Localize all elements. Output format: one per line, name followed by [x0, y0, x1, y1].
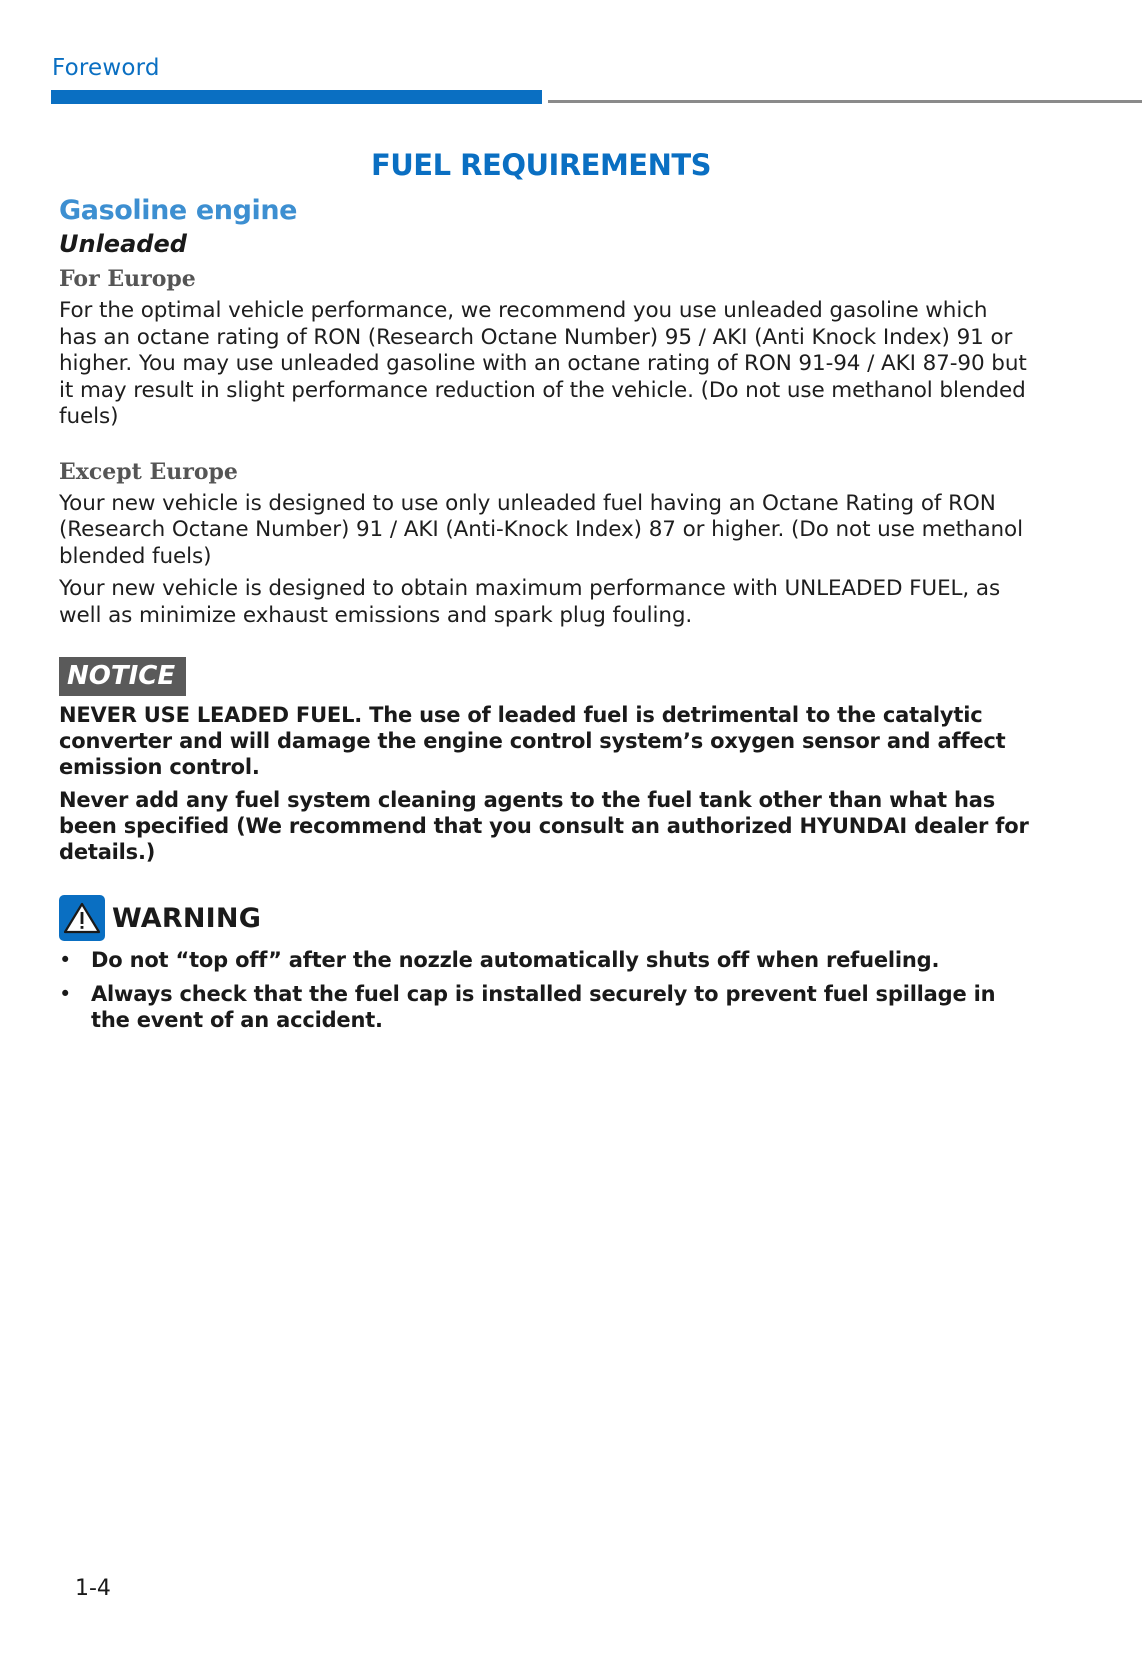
- list-item: [59, 981, 1029, 1033]
- section-label: Foreword: [52, 55, 160, 81]
- notice-paragraph-2: Never add any fuel system cleaning agents to the fuel tank other than what has been specified (We recommend that you consult an authorized HYUNDAI dealer for details.): [59, 788, 1029, 864]
- page-number: 1-4: [75, 1576, 111, 1601]
- warning-item-text: Do not “top off” after the nozzle automatically shuts off when refueling.: [91, 948, 940, 972]
- unleaded-subheading: Unleaded: [59, 230, 187, 258]
- for-europe-paragraph: For the optimal vehicle performance, we recommend you use unleaded gasoline which has an octane rating of RON (Research Octane Number) 95 / AKI (Anti Knock Index) 91 or higher. You may use unleaded gasoline with an octane rating of RON 91-94 / AKI 87-90 but it may result in slight performance reduction of the vehicle. (Do not use methanol blended fuels): [59, 298, 1027, 429]
- bullet-icon: •: [59, 982, 72, 1006]
- header-rule-accent: [51, 90, 542, 104]
- except-europe-paragraph-1: Your new vehicle is designed to use only unleaded fuel having an Octane Rating of RON (Research Octane Number) 91 / AKI (Anti-Knock Index) 87 or higher. (Do not use methanol blended fuels): [59, 490, 1023, 569]
- header-rule-gray: [548, 100, 1142, 103]
- for-europe-heading: For Europe: [59, 266, 196, 292]
- warning-header: [59, 895, 1029, 941]
- notice-paragraph-1: NEVER USE LEADED FUEL. The use of leaded fuel is detrimental to the catalytic converter and will damage the engine control system’s oxygen sensor and affect emission control.: [59, 703, 1006, 779]
- page-title: FUEL REQUIREMENTS: [370, 148, 712, 182]
- except-europe-paragraph-2: Your new vehicle is designed to obtain maximum performance with UNLEADED FUEL, as well as minimize exhaust emissions and spark plug fouling.: [59, 576, 1001, 628]
- warning-item-text: Always check that the fuel cap is installed securely to prevent fuel spillage in the event of an accident.: [91, 982, 996, 1032]
- warning-list: [59, 947, 1029, 1033]
- warning-triangle-icon: [59, 895, 105, 941]
- main-content: [59, 194, 1029, 1041]
- warning-label: WARNING: [112, 902, 262, 934]
- notice-badge: NOTICE: [59, 657, 186, 696]
- bullet-icon: •: [59, 948, 72, 972]
- except-europe-heading: Except Europe: [59, 458, 238, 485]
- list-item: [59, 947, 1029, 973]
- gasoline-engine-heading: Gasoline engine: [59, 195, 298, 226]
